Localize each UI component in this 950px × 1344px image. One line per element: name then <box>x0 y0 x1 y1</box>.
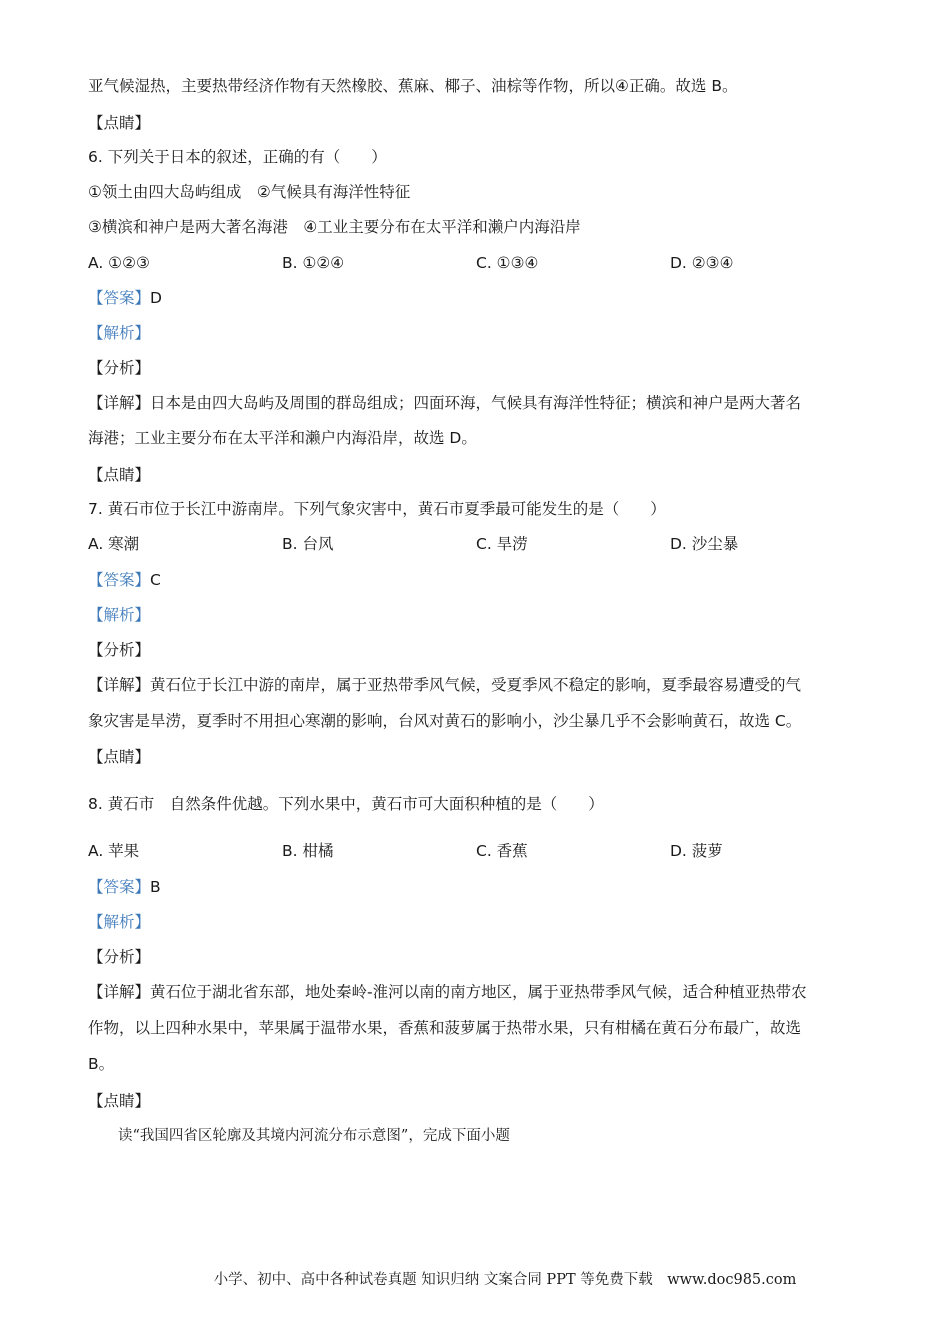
analysis-tag: 【解析】 <box>88 913 151 931</box>
q8-option-b: B. 柑橘 <box>282 842 334 860</box>
q6-fenxi-tag: 【分析】 <box>88 359 151 377</box>
answer-tag: 【答案】 <box>88 878 151 896</box>
detail-tag: 【详解】 <box>88 983 151 1001</box>
q6-option-a: A. ①②③ <box>88 254 150 272</box>
q6-detail-text-1: 日本是由四大岛屿及周围的群岛组成；四面环海，气候具有海洋性特征；横滨和神户是两大著名 <box>150 394 802 412</box>
q8-analysis-tag <box>88 912 870 932</box>
q7-dianjing-tag: 【点睛】 <box>88 748 151 766</box>
q7-option-c: C. 旱涝 <box>476 535 528 553</box>
q7-detail-text-1: 黄石位于长江中游的南岸，属于亚热带季风气候，受夏季风不稳定的影响，夏季最容易遭受的气 <box>150 676 802 694</box>
q7-detail-text-2: 象灾害是旱涝，夏季时不用担心寒潮的影响，台风对黄石的影响小，沙尘暴几乎不会影响黄石，故选 C。 <box>88 712 802 730</box>
q8-detail-text-3: B。 <box>88 1055 115 1073</box>
q7-options <box>88 534 878 554</box>
q8-detail-text-2: 作物，以上四种水果中，苹果属于温带水果，香蕉和菠萝属于热带水果，只有柑橘在黄石分布最广，故选 <box>88 1019 802 1037</box>
q8-stem: 8. 黄石市 自然条件优越。下列水果中，黄石市可大面积种植的是（ ） <box>88 795 604 813</box>
q6-detail <box>88 393 870 413</box>
q7-analysis-tag <box>88 605 870 625</box>
q7-answer-value: C <box>150 571 161 589</box>
q7-option-d: D. 沙尘暴 <box>670 535 739 553</box>
q8-option-c: C. 香蕉 <box>476 842 528 860</box>
q6-option-b: B. ①②④ <box>282 254 345 272</box>
q7-fenxi-tag: 【分析】 <box>88 641 151 659</box>
q8-answer-value: B <box>150 878 161 896</box>
q8-fenxi-tag: 【分析】 <box>88 948 151 966</box>
q8-answer <box>88 877 870 897</box>
q6-answer <box>88 288 870 308</box>
q6-analysis-tag <box>88 323 870 343</box>
q6-options <box>88 253 878 273</box>
q8-options <box>88 841 878 861</box>
q8-detail-text-1: 黄石位于湖北省东部，地处秦岭-淮河以南的南方地区，属于亚热带季风气候，适合种植亚热带农 <box>150 983 807 1001</box>
q7-option-b: B. 台风 <box>282 535 334 553</box>
q8-option-a: A. 苹果 <box>88 842 140 860</box>
q6-option-c: C. ①③④ <box>476 254 539 272</box>
analysis-tag: 【解析】 <box>88 324 151 342</box>
q8-dianjing-tag: 【点睛】 <box>88 1092 151 1110</box>
detail-tag: 【详解】 <box>88 676 151 694</box>
q5-detail-tail: 亚气候湿热，主要热带经济作物有天然橡胶、蕉麻、椰子、油棕等作物，所以④正确。故选 B。 <box>88 77 738 95</box>
q7-detail <box>88 675 870 695</box>
q8-option-d: D. 菠萝 <box>670 842 723 860</box>
q6-answer-value: D <box>150 289 162 307</box>
answer-tag: 【答案】 <box>88 289 151 307</box>
q7-option-a: A. 寒潮 <box>88 535 140 553</box>
q6-dianjing-tag: 【点睛】 <box>88 466 151 484</box>
q7-stem: 7. 黄石市位于长江中游南岸。下列气象灾害中，黄石市夏季最可能发生的是（ ） <box>88 500 666 518</box>
read-prompt: 读“我国四省区轮廓及其境内河流分布示意图”，完成下面小题 <box>118 1128 510 1144</box>
detail-tag: 【详解】 <box>88 394 151 412</box>
q6-statement-1: ①领土由四大岛屿组成 ②气候具有海洋性特征 <box>88 183 411 201</box>
answer-tag: 【答案】 <box>88 571 151 589</box>
q7-answer <box>88 570 870 590</box>
q6-stem: 6. 下列关于日本的叙述，正确的有（ ） <box>88 148 387 166</box>
page-footer: 小学、初中、高中各种试卷真题 知识归纳 文案合同 PPT 等免费下载 www.doc985.com <box>213 1272 797 1288</box>
q6-detail-text-2: 海港；工业主要分布在太平洋和濑户内海沿岸，故选 D。 <box>88 429 477 447</box>
q8-detail <box>88 982 870 1002</box>
q6-statement-2: ③横滨和神户是两大著名海港 ④工业主要分布在太平洋和濑户内海沿岸 <box>88 218 581 236</box>
q6-option-d: D. ②③④ <box>670 254 734 272</box>
analysis-tag: 【解析】 <box>88 606 151 624</box>
q5-dianjing-tag: 【点睛】 <box>88 114 151 132</box>
